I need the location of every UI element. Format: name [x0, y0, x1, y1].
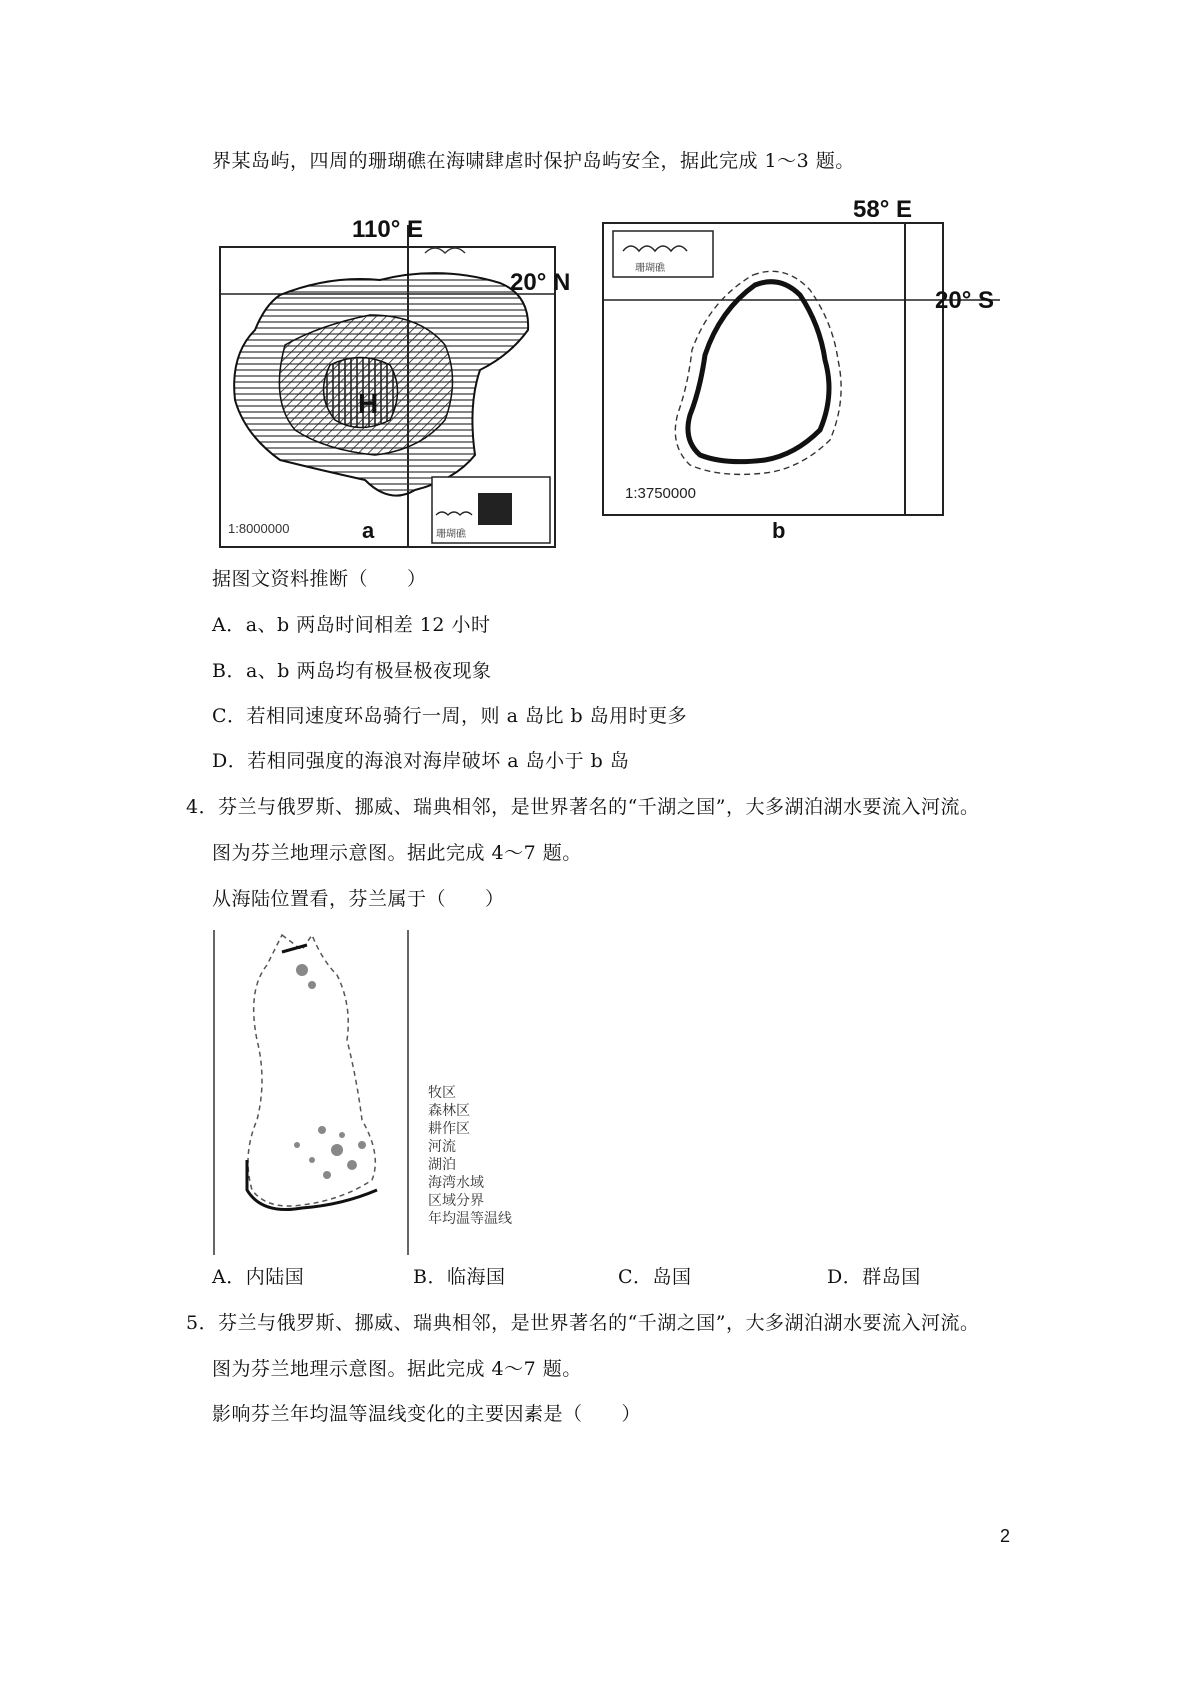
map-b-longitude-label: 58° E [853, 196, 912, 223]
map-b-caption: b [772, 518, 786, 543]
map-b-figure [595, 195, 1005, 525]
map-a-latitude-label: 20° N [510, 269, 570, 296]
finland-legend-lake: 湖泊 [428, 1157, 456, 1173]
map-a-longitude-label: 110° E [352, 216, 423, 243]
finland-legend-bay-water: 海湾水域 [428, 1175, 484, 1191]
finland-legend-farmland: 耕作区 [428, 1121, 470, 1137]
finland-legend-pasture: 牧区 [428, 1085, 456, 1101]
q5-intro-line1: 5．芬兰与俄罗斯、挪威、瑞典相邻，是世界著名的“千湖之国”，大多湖泊湖水要流入河流。 [186, 1312, 980, 1334]
finland-legend-isotherm: 年均温等温线 [428, 1211, 512, 1227]
q5-intro-line2: 图为芬兰地理示意图。据此完成 4～7 题。 [212, 1358, 582, 1380]
q1-option-b: B．a、b 两岛均有极昼极夜现象 [212, 660, 492, 682]
q4-option-d: D．群岛国 [827, 1266, 921, 1288]
finland-legend-boundary: 区域分界 [428, 1193, 484, 1209]
page-number: 2 [1000, 1526, 1011, 1546]
intro-text: 界某岛屿，四周的珊瑚礁在海啸肆虐时保护岛屿安全，据此完成 1～3 题。 [212, 150, 855, 172]
map-b-scale: 1:3750000 [625, 485, 696, 502]
map-b-latitude-label: 20° S [935, 287, 994, 314]
q5-stem: 影响芬兰年均温等温线变化的主要因素是（ ） [212, 1403, 642, 1425]
map-a-figure [210, 205, 570, 570]
q1-stem: 据图文资料推断（ ） [212, 568, 427, 590]
q4-option-a: A．内陆国 [212, 1266, 305, 1288]
map-a-scale: 1:8000000 [228, 521, 290, 536]
map-b-legend-coral: 珊瑚礁 [635, 263, 665, 274]
map-a-legend-coral: 珊瑚礁 [436, 529, 466, 540]
map-a-caption: a [362, 518, 375, 543]
finland-legend-forest: 森林区 [428, 1103, 470, 1119]
q4-intro-line1: 4．芬兰与俄罗斯、挪威、瑞典相邻，是世界著名的“千湖之国”，大多湖泊湖水要流入河流。 [186, 796, 980, 818]
finland-legend-river: 河流 [428, 1139, 456, 1155]
q1-option-d: D．若相同强度的海浪对海岸破坏 a 岛小于 b 岛 [212, 750, 630, 772]
q4-option-b: B．临海国 [413, 1266, 506, 1288]
q1-option-c: C．若相同速度环岛骑行一周，则 a 岛比 b 岛用时更多 [212, 705, 688, 727]
q4-intro-line2: 图为芬兰地理示意图。据此完成 4～7 题。 [212, 842, 582, 864]
q4-option-c: C．岛国 [618, 1266, 692, 1288]
q4-stem: 从海陆位置看，芬兰属于（ ） [212, 888, 505, 910]
svg-text:H: H [358, 388, 379, 419]
finland-map-figure [212, 930, 412, 1260]
q1-option-a: A．a、b 两岛时间相差 12 小时 [212, 614, 491, 636]
